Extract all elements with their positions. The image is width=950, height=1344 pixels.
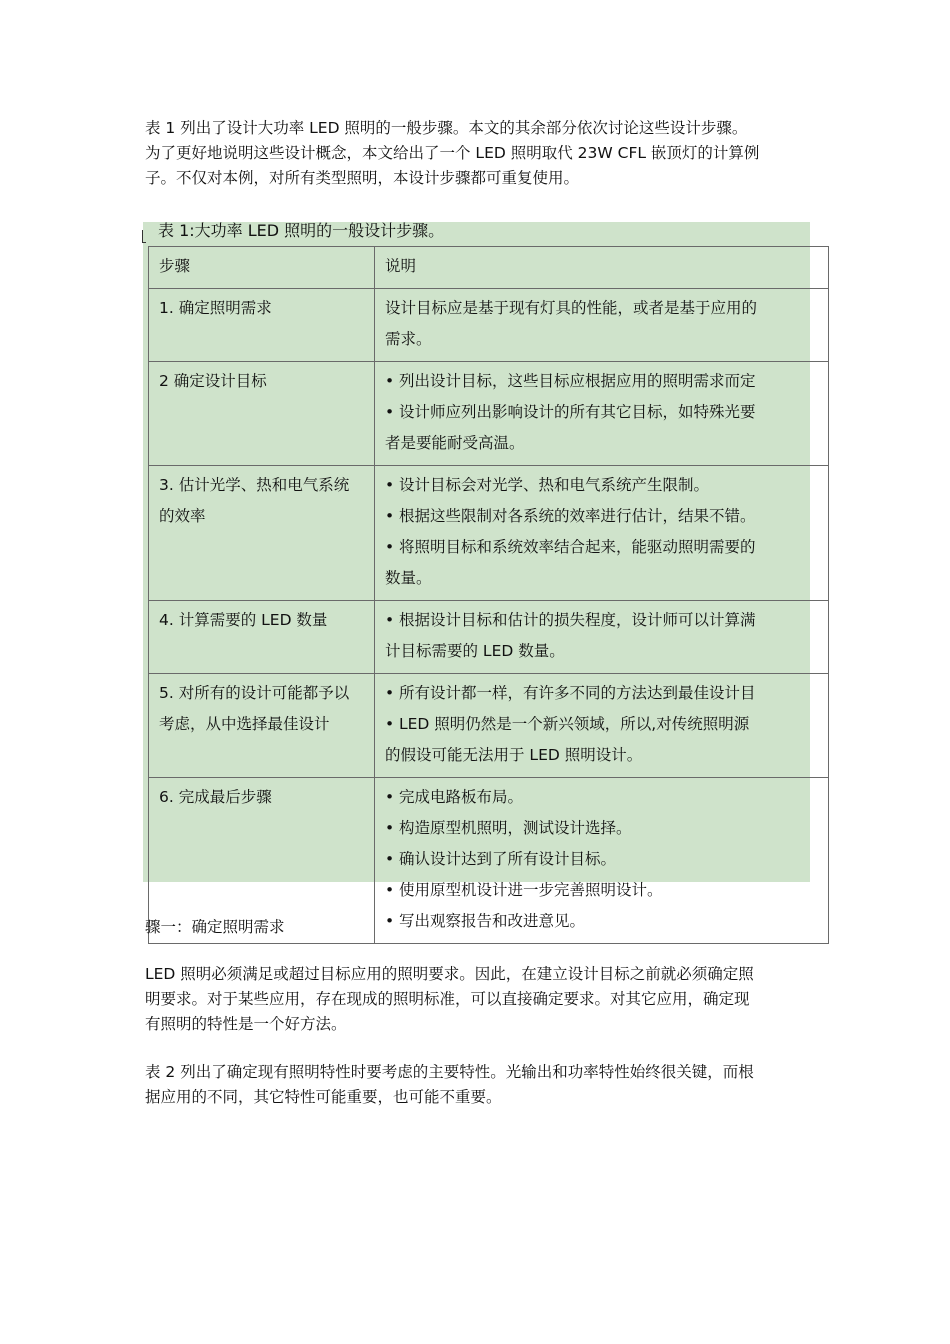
step-label: 5. 对所有的设计可能都予以考虑，从中选择最佳设计 <box>159 684 350 733</box>
bullet-item: • 确认设计达到了所有设计目标。 <box>385 844 820 875</box>
table2-intro-paragraph <box>145 1060 810 1110</box>
description-line: 数量。 <box>385 569 432 587</box>
description-cell <box>375 289 829 362</box>
header-step: 步骤 <box>149 247 375 289</box>
table-row <box>149 466 829 601</box>
step-cell <box>149 466 375 601</box>
description-cell <box>375 362 829 466</box>
description-cell <box>375 466 829 601</box>
description-cell <box>375 601 829 674</box>
step-cell <box>149 601 375 674</box>
step1-paragraph <box>145 962 810 1037</box>
bullet-item: • 列出设计目标，这些目标应根据应用的照明需求而定 <box>385 366 820 397</box>
text-line: 表 2 列出了确定现有照明特性时要考虑的主要特性。光输出和功率特性始终很关键，而根 <box>145 1063 754 1081</box>
description-cell <box>375 778 829 944</box>
bullet-item: • 设计目标会对光学、热和电气系统产生限制。 <box>385 470 820 501</box>
bullet-item: • 将照明目标和系统效率结合起来，能驱动照明需要的 <box>385 532 820 563</box>
step-cell <box>149 362 375 466</box>
text-line: 据应用的不同，其它特性可能重要，也可能不重要。 <box>145 1088 502 1106</box>
step-cell <box>149 289 375 362</box>
text-line: 明要求。对于某些应用，存在现成的照明标准，可以直接确定要求。对其它应用，确定现 <box>145 990 750 1008</box>
step-label: 1. 确定照明需求 <box>159 299 272 317</box>
text-line: 为了更好地说明这些设计概念，本文给出了一个 LED 照明取代 23W CFL 嵌顶灯的计算例 <box>145 144 760 162</box>
bullet-item: • 使用原型机设计进一步完善照明设计。 <box>385 875 820 906</box>
description-line: 者是要能耐受高温。 <box>385 434 525 452</box>
text-line: 表 1 列出了设计大功率 LED 照明的一般步骤。本文的其余部分依次讨论这些设计步骤。 <box>145 119 748 137</box>
step-cell <box>149 674 375 778</box>
table-row <box>149 289 829 362</box>
table-caption: 表 1:大功率 LED 照明的一般设计步骤。 <box>158 221 445 240</box>
text-line: 有照明的特性是一个好方法。 <box>145 1015 347 1033</box>
crop-mark-icon <box>142 230 146 243</box>
table-row <box>149 601 829 674</box>
bullet-item: • 完成电路板布局。 <box>385 782 820 813</box>
design-steps-table <box>148 246 829 944</box>
text-line: 子。不仅对本例，对所有类型照明，本设计步骤都可重复使用。 <box>145 169 580 187</box>
description-line: 需求。 <box>385 330 432 348</box>
bullet-item: • 所有设计都一样，有许多不同的方法达到最佳设计目 <box>385 678 820 709</box>
bullet-item: • 设计师应列出影响设计的所有其它目标，如特殊光要 <box>385 397 820 428</box>
table-row <box>149 362 829 466</box>
table-row <box>149 674 829 778</box>
intro-paragraph <box>145 116 810 191</box>
description-cell <box>375 674 829 778</box>
bullet-item: • 根据设计目标和估计的损失程度，设计师可以计算满 <box>385 605 820 636</box>
bullet-item: • 根据这些限制对各系统的效率进行估计，结果不错。 <box>385 501 820 532</box>
step-label: 6. 完成最后步骤 <box>159 788 272 806</box>
step-label: 3. 估计光学、热和电气系统的效率 <box>159 476 350 525</box>
text-line: LED 照明必须满足或超过目标应用的照明要求。因此，在建立设计目标之前就必须确定照 <box>145 965 754 983</box>
description-line: 计目标需要的 LED 数量。 <box>385 642 565 660</box>
header-description: 说明 <box>375 247 829 289</box>
bullet-item: • 写出观察报告和改进意见。 <box>385 906 820 937</box>
bullet-item: • 构造原型机照明，测试设计选择。 <box>385 813 820 844</box>
step-label: 2 确定设计目标 <box>159 372 267 390</box>
section-heading: 骤一：确定照明需求 <box>145 918 285 936</box>
description-line: 设计目标应是基于现有灯具的性能，或者是基于应用的 <box>385 299 758 317</box>
table-header-row <box>149 247 829 289</box>
description-line: 的假设可能无法用于 LED 照明设计。 <box>385 746 643 764</box>
step-label: 4. 计算需要的 LED 数量 <box>159 611 328 629</box>
bullet-item: • LED 照明仍然是一个新兴领域，所以,对传统照明源 <box>385 709 820 740</box>
